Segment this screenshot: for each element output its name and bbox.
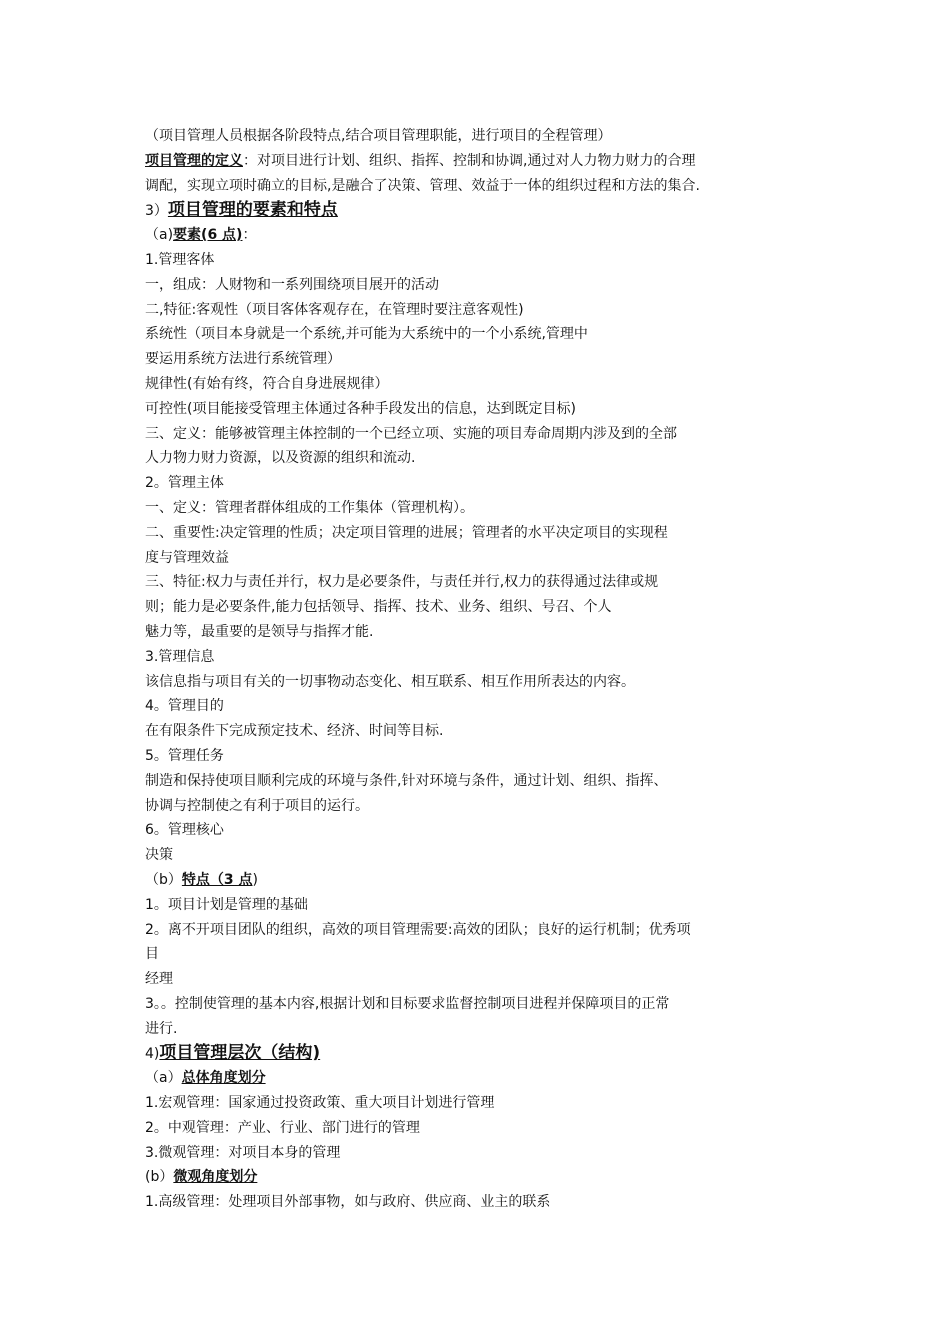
list-item: 三、定义：能够被管理主体控制的一个已经立项、实施的项目寿命周期内涉及到的全部 — [145, 425, 677, 442]
micro-levels-list — [145, 1190, 825, 1215]
list-item: 2。离不开项目团队的组织，高效的项目管理需要:高效的团队；良好的运行机制；优秀项 — [145, 921, 691, 938]
list-item: 1.管理客体 — [145, 251, 215, 268]
definition-label: 项目管理的定义 — [145, 152, 243, 169]
subsection-d-title: 微观角度划分 — [173, 1169, 258, 1186]
list-item: 要运用系统方法进行系统管理） — [145, 351, 341, 368]
subsection-d-prefix: (b） — [145, 1169, 174, 1186]
list-item: 3.微观管理：对项目本身的管理 — [145, 1144, 341, 1161]
features-list — [145, 893, 825, 1042]
list-item: 6。管理核心 — [145, 822, 224, 839]
section-4-prefix: 4) — [145, 1046, 160, 1063]
definition-line-2: 调配，实现立项时确立的目标,是融合了决策、管理、效益于一体的组织过程和方法的集合. — [145, 177, 700, 194]
list-item: 二、重要性:决定管理的性质；决定项目管理的进展；管理者的水平决定项目的实现程 — [145, 524, 668, 541]
list-item: 决策 — [145, 847, 173, 864]
list-item: 系统性（项目本身就是一个系统,并可能为大系统中的一个小系统,管理中 — [145, 326, 588, 343]
list-item: 3。。控制使管理的基本内容,根据计划和目标要求监督控制项目进程并保障项目的正常 — [145, 995, 670, 1012]
list-item: 制造和保持使项目顺利完成的环境与条件,针对环境与条件，通过计划、组织、指挥、 — [145, 772, 668, 789]
section-4-heading — [145, 1041, 825, 1066]
subsection-a-suffix: ： — [242, 227, 257, 244]
list-item: 可控性(项目能接受管理主体通过各种手段发出的信息，达到既定目标) — [145, 400, 576, 417]
section-3-prefix: 3） — [145, 203, 168, 220]
overall-levels-list — [145, 1091, 825, 1165]
list-item: 一，组成：人财物和一系列围绕项目展开的活动 — [145, 276, 439, 293]
list-item: 二,特征:客观性（项目客体客观存在，在管理时要注意客观性) — [145, 301, 524, 318]
list-item: 1.高级管理：处理项目外部事物，如与政府、供应商、业主的联系 — [145, 1194, 551, 1211]
definition-text-1: ：对项目进行计划、组织、指挥、控制和协调,通过对人力物力财力的合理 — [243, 152, 696, 169]
subsection-d-heading — [145, 1165, 825, 1190]
document-page — [145, 124, 825, 1215]
list-item: 4。管理目的 — [145, 698, 224, 715]
elements-list — [145, 248, 825, 868]
subsection-c-title: 总体角度划分 — [181, 1070, 266, 1087]
list-item: 协调与控制使之有利于项目的运行。 — [145, 797, 369, 814]
subsection-a-title: 要素(6 点) — [173, 227, 243, 244]
list-item: 3.管理信息 — [145, 648, 215, 665]
list-item: 5。管理任务 — [145, 747, 224, 764]
subsection-c-heading — [145, 1066, 825, 1091]
subsection-c-prefix: （a） — [145, 1070, 182, 1087]
list-item: 2。中观管理：产业、行业、部门进行的管理 — [145, 1119, 420, 1136]
subsection-b-heading — [145, 868, 825, 893]
subsection-a-prefix: （a) — [145, 227, 174, 244]
list-item: 在有限条件下完成预定技术、经济、时间等目标. — [145, 723, 444, 740]
list-item: 一、定义：管理者群体组成的工作集体（管理机构）。 — [145, 499, 474, 516]
definition-line-1 — [145, 149, 825, 174]
list-item: 人力物力财力资源，以及资源的组织和流动. — [145, 450, 416, 467]
intro-line: （项目管理人员根据各阶段特点,结合项目管理职能，进行项目的全程管理） — [145, 128, 612, 144]
list-item: 规律性(有始有终，符合自身进展规律） — [145, 375, 389, 392]
subsection-a-heading — [145, 223, 825, 248]
subsection-b-prefix: （b） — [145, 871, 182, 888]
list-item: 经理 — [145, 971, 173, 988]
subsection-b-suffix: ) — [252, 871, 258, 888]
subsection-b-title: 特点（3 点 — [181, 871, 253, 888]
list-item: 1。项目计划是管理的基础 — [145, 896, 308, 913]
list-item: 目 — [145, 946, 159, 963]
list-item: 进行. — [145, 1020, 178, 1037]
list-item: 魅力等，最重要的是领导与指挥才能. — [145, 623, 374, 640]
list-item: 1.宏观管理：国家通过投资政策、重大项目计划进行管理 — [145, 1095, 495, 1112]
list-item: 度与管理效益 — [145, 549, 229, 566]
list-item: 则；能力是必要条件,能力包括领导、指挥、技术、业务、组织、号召、个人 — [145, 599, 612, 616]
section-3-heading — [145, 198, 825, 223]
list-item: 三、特征:权力与责任并行，权力是必要条件，与责任并行,权力的获得通过法律或规 — [145, 574, 659, 591]
list-item: 2。管理主体 — [145, 475, 224, 492]
list-item: 该信息指与项目有关的一切事物动态变化、相互联系、相互作用所表达的内容。 — [145, 673, 635, 690]
section-3-title: 项目管理的要素和特点 — [167, 200, 338, 221]
section-4-title: 项目管理层次（结构) — [159, 1043, 321, 1064]
